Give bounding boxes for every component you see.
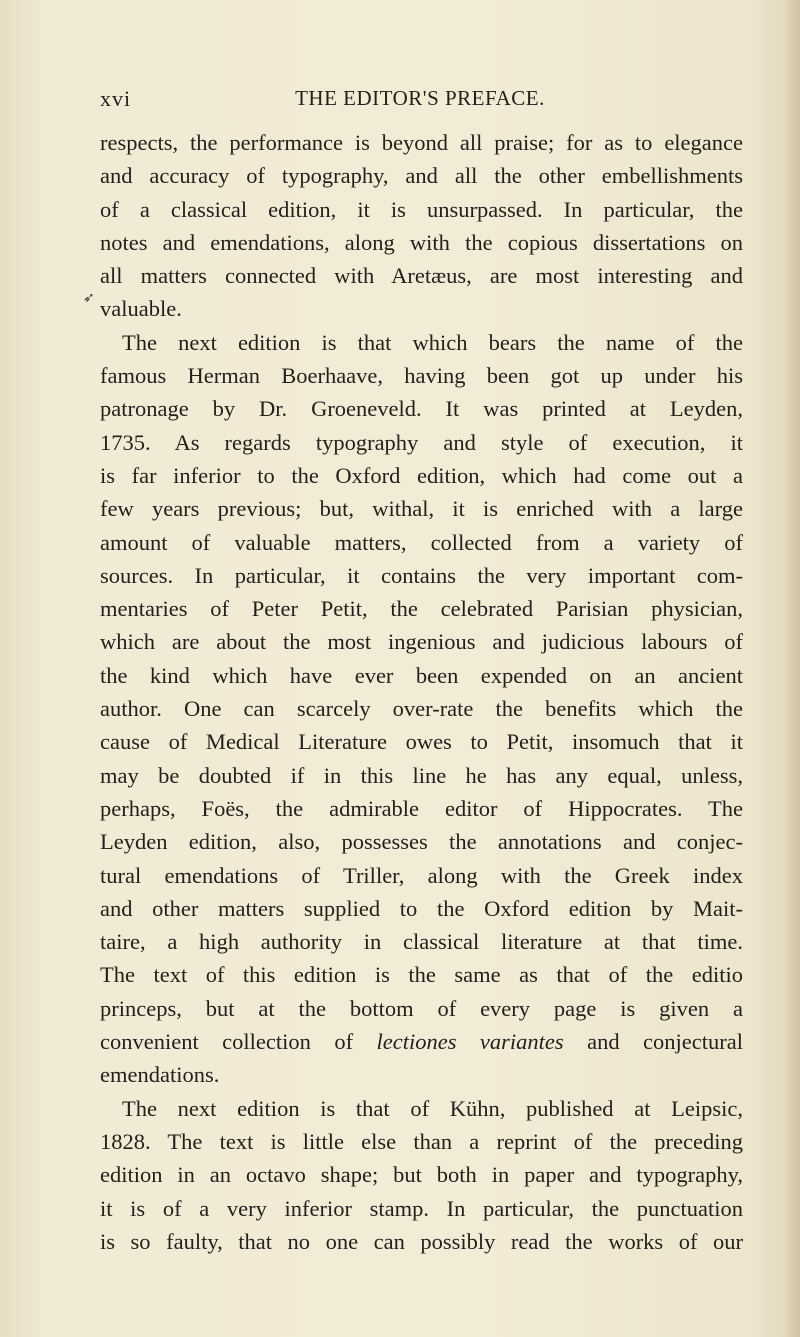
text-line: and accuracy of typography, and all the other embellishments [100,163,743,189]
text-line: sources. In particular, it contains the very important com- [100,562,743,588]
text-line: princeps, but at the bottom of every page is given a [100,995,743,1021]
text-line: The next edition is that of Kühn, published at Leipsic, [122,1095,743,1121]
text-line: famous Herman Boerhaave, having been got up under his [100,363,743,389]
text-line: patronage by Dr. Groeneveld. It was printed at Leyden, [100,396,743,422]
text-line: and other matters supplied to the Oxford edition by Mait- [100,895,743,921]
text-line: is far inferior to the Oxford edition, which had come out a [100,462,743,488]
text-line: perhaps, Foës, the admirable editor of Hippocrates. The [100,795,743,821]
running-title: THE EDITOR'S PREFACE. [295,86,545,110]
text-line: cause of Medical Literature owes to Petit, insomuch that it [100,729,743,755]
text-line: of a classical edition, it is unsurpassed. In particular, the [100,196,743,222]
text-segment: and conjectural [587,1029,743,1055]
page-number: xvi [100,86,132,111]
text-line: edition in an octavo shape; but both in paper and typography, [100,1162,743,1188]
text-line: Leyden edition, also, possesses the annotations and conjec- [100,829,743,855]
text-line: taire, a high authority in classical literature at that time. [100,929,743,955]
text-line: amount of valuable matters, collected from a variety of [100,529,743,555]
text-line: may be doubted if in this line he has any equal, unless, [100,762,743,788]
text-line: valuable. [100,296,182,322]
text-line: few years previous; but, withal, it is enriched with a large [100,496,743,522]
text-line: notes and emendations, along with the copious dissertations on [100,229,743,255]
italic-phrase: lectiones variantes [376,1029,564,1055]
text-segment: convenient collection of [100,1029,354,1055]
text-line: tural emendations of Triller, along with the Greek index [100,862,743,888]
page-header [100,86,740,116]
text-line: it is of a very inferior stamp. In particular, the punctuation [100,1195,743,1221]
text-line: 1828. The text is little else than a reprint of the preceding [100,1128,743,1154]
text-line: The next edition is that which bears the name of the [122,329,743,355]
margin-mark: ➶ [83,291,95,306]
text-line-with-italic [100,1025,743,1058]
text-line: mentaries of Peter Petit, the celebrated Parisian physician, [100,596,743,622]
text-line: all matters connected with Aretæus, are most interesting and [100,263,743,289]
text-line: 1735. As regards typography and style of execution, it [100,429,743,455]
text-line: respects, the performance is beyond all praise; for as to elegance [100,130,743,155]
text-line: emendations. [100,1062,220,1088]
text-line: author. One can scarcely over-rate the benefits which the [100,696,743,722]
text-line: is so faulty, that no one can possibly read the works of our [100,1228,743,1254]
text-line: The text of this edition is the same as that of the editio [100,962,743,988]
preface-text [100,126,743,1258]
page-edge-shadow [786,0,800,1337]
text-line: which are about the most ingenious and judicious labours of [100,629,743,655]
text-line: the kind which have ever been expended on an ancient [100,662,743,688]
